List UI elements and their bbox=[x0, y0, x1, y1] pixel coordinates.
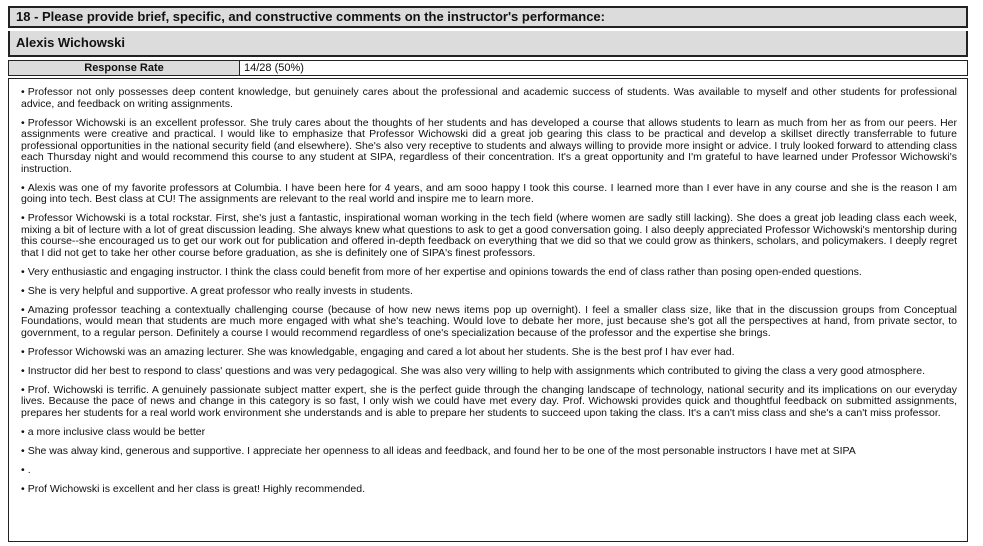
comment-text: Very enthusiastic and engaging instructor. I think the class could benefit from more of her expertise and opinions towards the end of class rather than posing open-ended questions. bbox=[27, 265, 862, 278]
comment-text: She is very helpful and supportive. A great professor who really invests in students. bbox=[27, 284, 413, 297]
comment-item: • Professor Wichowski is a total rockstar. First, she's just a fantastic, inspirational woman working in the tech field (where women are sadly still lacking). She does a great job leading class each week, mixing a bit of lecture with a lot of great discussion leading. She always knew what questions to ask to get a good conversation going. I also deeply appreciated Professor Wichowski's mentorship during this course--she encouraged us to get our work out for publication and offered in-depth feedback on everything that we did so that we could grow as thinkers, scholars, and policymakers. I deeply regret that I did not get to take her other course before graduation, as she is definitely one of SIPA's finest professors. bbox=[21, 212, 957, 259]
comment-text: . bbox=[27, 463, 31, 476]
comment-text: Instructor did her best to respond to class' questions and was very pedagogical. She was also very willing to help with assignments which contributed to giving the class a very good atmosphere. bbox=[27, 364, 926, 377]
comment-item: • Professor Wichowski is an excellent professor. She truly cares about the thoughts of her students and has developed a course that allows students to learn as much from her as from our peers. Her assignments were creative and practical. I would like to emphasize that Professor Wichowski did a great job gearing this class to be practical and develop a skillset directly transferrable to future professional opportunities in the national security field (and elsewhere). She's also very receptive to students and always willing to provide more insight or advice. I truly looked forward to attending class each Thursday night and would recommend this course to any student at SIPA, regardless of their concentration. It's a great opportunity and I'm grateful to have learned under Professor Wichowski's instruction. bbox=[21, 116, 957, 175]
comment-text: Professor Wichowski is a total rockstar. First, she's just a fantastic, inspirational woman working in the tech field (where women are sadly still lacking). She does a great job leading class each week, mixing a bit of lecture with a lot of great discussion leading. She always knew what questions to ask to get a good conversation going. I also deeply appreciated Professor Wichowski's mentorship during this course--she encouraged us to get our work out for publication and offered in-depth feedback on everything that we did so that we could grow as thinkers, scholars, and policymakers. I deeply regret that I did not get to take her other course before graduation, as she is definitely one of SIPA's finest professors. bbox=[21, 212, 957, 259]
comment-item: • She is very helpful and supportive. A great professor who really invests in students. bbox=[21, 284, 413, 297]
comment-item: • Instructor did her best to respond to class' questions and was very pedagogical. She was also very willing to help with assignments which contributed to giving the class a very good atmosphere. bbox=[21, 364, 926, 377]
comment-item: • Prof Wichowski is excellent and her class is great! Highly recommended. bbox=[21, 482, 365, 495]
comment-item: • Professor Wichowski was an amazing lecturer. She was knowledgable, engaging and cared a lot about her students. She is the best prof I hav ever had. bbox=[21, 345, 735, 358]
comment-text: a more inclusive class would be better bbox=[27, 425, 206, 438]
comment-text: Professor Wichowski is an excellent professor. She truly cares about the thoughts of her students and has developed a course that allows students to learn as much from her as from our peers. Her assignments were creative and practical. I would like to emphasize that Professor Wichowski did a great job gearing this class to be practical and develop a skillset directly transferrable to future professional opportunities in the national security field (and elsewhere). She's also very receptive to students and always willing to provide more insight or advice. I truly looked forward to attending class each Thursday night and would recommend this course to any student at SIPA, regardless of their concentration. It's a great opportunity and I'm grateful to have learned under Professor Wichowski's instruction. bbox=[21, 116, 957, 175]
comment-text: Alexis was one of my favorite professors at Columbia. I have been here for 4 years, and am sooo happy I took this course. I learned more than I ever have in any course and she is the reason I am going into tech. Best class at CU! The assignments are relevant to the real world and inspire me to learn more. bbox=[21, 181, 957, 205]
comment-text: Prof. Wichowski is terrific. A genuinely passionate subject matter expert, she is the perfect guide through the changing landscape of technology, national security and its implications on our everyday lives. Because the pace of news and change in this category is so fast, I only wish we could have met every day. Prof. Wichowski provides quick and thoughtful feedback on submitted assignments, prepares her students for a real world work environment she understands and is able to prepare her students to succeed upon taking the class. It's a can't miss class and she's a can't miss professor. bbox=[21, 383, 957, 419]
comments-list bbox=[8, 78, 968, 542]
response-rate-value: 14/28 (50%) bbox=[244, 62, 304, 74]
comment-text: Prof Wichowski is excellent and her class is great! Highly recommended. bbox=[27, 482, 365, 495]
comment-item: • Amazing professor teaching a contextually challenging course (because of how new news items pop up overnight). I feel a smaller class size, like that in the discussion groups from Conceptual Foundations, would mean that students are much more engaged with what she's teaching. Would love to debate her more, just because she's got all the perspectives at hand, from private sector, to government, to a regular person. Definitely a course I would recommend regardless of one's specialization because of the professor and the expertise she brings. bbox=[21, 303, 957, 339]
comment-item: • Prof. Wichowski is terrific. A genuinely passionate subject matter expert, she is the perfect guide through the changing landscape of technology, national security and its implications on our everyday lives. Because the pace of news and change in this category is so fast, I only wish we could have met every day. Prof. Wichowski provides quick and thoughtful feedback on submitted assignments, prepares her students for a real world work environment she understands and is able to prepare her students to succeed upon taking the class. It's a can't miss class and she's a can't miss professor. bbox=[21, 383, 957, 419]
comment-item: • Professor not only possesses deep content knowledge, but genuinely cares about the professional and academic success of students. Was available to myself and other students for professional advice, and feedback on writing assignments. bbox=[21, 86, 957, 110]
comment-item: • . bbox=[21, 463, 31, 476]
evaluation-section bbox=[8, 6, 968, 542]
comment-text: Amazing professor teaching a contextually challenging course (because of how new news items pop up overnight). I feel a smaller class size, like that in the discussion groups from Conceptual Foundations, would mean that students are much more engaged with what she's teaching. Would love to debate her more, just because she's got all the perspectives at hand, from private sector, to government, to a regular person. Definitely a course I would recommend regardless of one's specialization because of the professor and the expertise she brings. bbox=[21, 303, 957, 339]
comment-text: Professor not only possesses deep content knowledge, but genuinely cares about the professional and academic success of students. Was available to myself and other students for professional advice, and feedback on writing assignments. bbox=[21, 86, 957, 110]
comment-item: • Alexis was one of my favorite professors at Columbia. I have been here for 4 years, and am sooo happy I took this course. I learned more than I ever have in any course and she is the reason I am going into tech. Best class at CU! The assignments are relevant to the real world and inspire me to learn more. bbox=[21, 181, 957, 205]
question-header: 18 - Please provide brief, specific, and constructive comments on the instructor's performance: bbox=[8, 6, 968, 28]
comment-text: She was alway kind, generous and supportive. I appreciate her openness to all ideas and feedback, and found her to be one of the most personable instructors I have met at SIPA bbox=[27, 444, 856, 457]
response-rate-row bbox=[8, 60, 968, 76]
response-rate-label: Response Rate bbox=[9, 61, 240, 75]
comment-item: • Very enthusiastic and engaging instructor. I think the class could benefit from more of her expertise and opinions towards the end of class rather than posing open-ended questions. bbox=[21, 265, 862, 278]
comment-item: • a more inclusive class would be better bbox=[21, 425, 206, 438]
comment-text: Professor Wichowski was an amazing lecturer. She was knowledgable, engaging and cared a lot about her students. She is the best prof I hav ever had. bbox=[27, 345, 735, 358]
instructor-name: Alexis Wichowski bbox=[8, 31, 968, 57]
comment-item: • She was alway kind, generous and supportive. I appreciate her openness to all ideas and feedback, and found her to be one of the most personable instructors I have met at SIPA bbox=[21, 444, 856, 457]
